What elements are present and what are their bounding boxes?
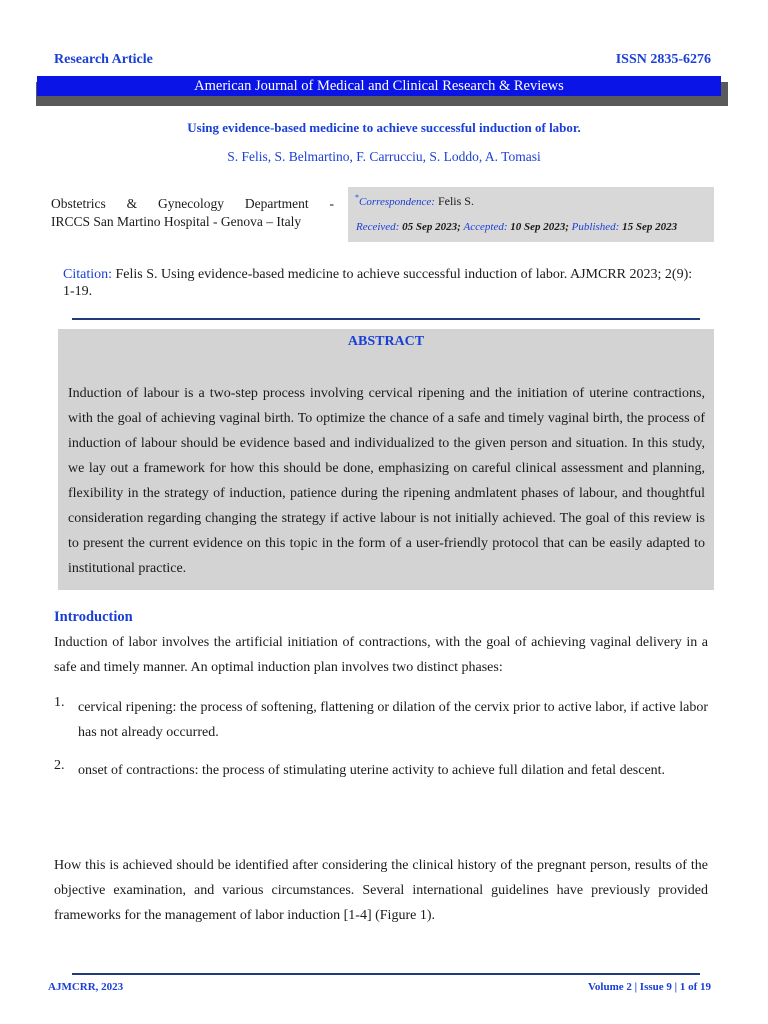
correspondence-marker: *: [355, 193, 359, 202]
citation: [63, 266, 703, 300]
issn-label: ISSN 2835-6276: [615, 52, 711, 67]
list-item-1-text: cervical ripening: the process of softening, flattening or dilation of the cervix prior to active labor, if active labor has not already occurred.: [78, 700, 708, 740]
divider-bottom: [72, 973, 700, 975]
received-date: 05 Sep 2023;: [402, 221, 461, 233]
publication-dates: [356, 221, 677, 233]
list-item-1-number: 1.: [54, 695, 65, 710]
introduction-paragraph-1: Induction of labor involves the artificial initiation of contractions, with the goal of achieving vaginal delivery in a safe and timely manner. An optimal induction plan involves two distinct phases:: [54, 635, 708, 675]
received-label: Received:: [356, 221, 400, 233]
abstract-text: Induction of labour is a two-step process involving cervical ripening and the initiation of uterine contractions, with the goal of achieving vaginal birth. To optimize the chance of a safe and timely vaginal birth, the process of induction of labour should be evidence based and individualized to the given person and situation. In this study, we lay out a framework for how this should be done, emphasizing on careful clinical assessment and planning, flexibility in the strategy of induction, patience during the ripening andmlatent phases of labour, and thoughtful consideration regarding changing the strategy if active labour is not initially achieved. The goal of this review is to present the current evidence on this topic in the form of a user-friendly protocol that can be easily adapted to institutional practice.: [68, 386, 705, 576]
affiliation-line-2: IRCCS San Martino Hospital - Genova – Italy: [51, 214, 302, 229]
affiliation-line-1: Obstetrics & Gynecology Department -: [51, 196, 334, 211]
citation-label: Citation:: [63, 267, 112, 282]
list-item-2-number: 2.: [54, 758, 65, 773]
correspondence-name: Felis S.: [437, 194, 474, 208]
accepted-date: 10 Sep 2023;: [510, 221, 569, 233]
footer-journal-year: AJMCRR, 2023: [48, 981, 124, 993]
introduction-paragraph-2: How this is achieved should be identified after considering the clinical history of the pregnant person, results of the objective examination, and various circumstances. Several international guidelines have previously provided frameworks for the management of labor induction [1-4] (Figure 1).: [54, 858, 708, 923]
citation-text: Felis S. Using evidence-based medicine to achieve successful induction of labor. AJMCRR 2023; 2(9): 1-19.: [63, 267, 693, 299]
divider-top: [72, 318, 700, 320]
correspondence-label: Correspondence:: [359, 196, 435, 208]
article-title: Using evidence-based medicine to achieve successful induction of labor.: [187, 120, 581, 135]
abstract-heading: ABSTRACT: [347, 334, 425, 349]
footer-volume-page: Volume 2 | Issue 9 | 1 of 19: [587, 981, 711, 993]
list-item-2-text: onset of contractions: the process of stimulating uterine activity to achieve full dilation and fetal descent.: [78, 763, 666, 778]
accepted-label: Accepted:: [463, 221, 508, 233]
introduction-heading: Introduction: [54, 609, 133, 625]
published-label: Published:: [571, 221, 620, 233]
author-list: S. Felis, S. Belmartino, F. Carrucciu, S. Loddo, A. Tomasi: [227, 149, 541, 164]
correspondence-line: [355, 193, 474, 209]
published-date: 15 Sep 2023: [622, 221, 678, 233]
affiliation: [51, 195, 334, 231]
journal-banner: American Journal of Medical and Clinical Research & Reviews: [37, 76, 721, 96]
article-type-label: Research Article: [54, 52, 153, 67]
